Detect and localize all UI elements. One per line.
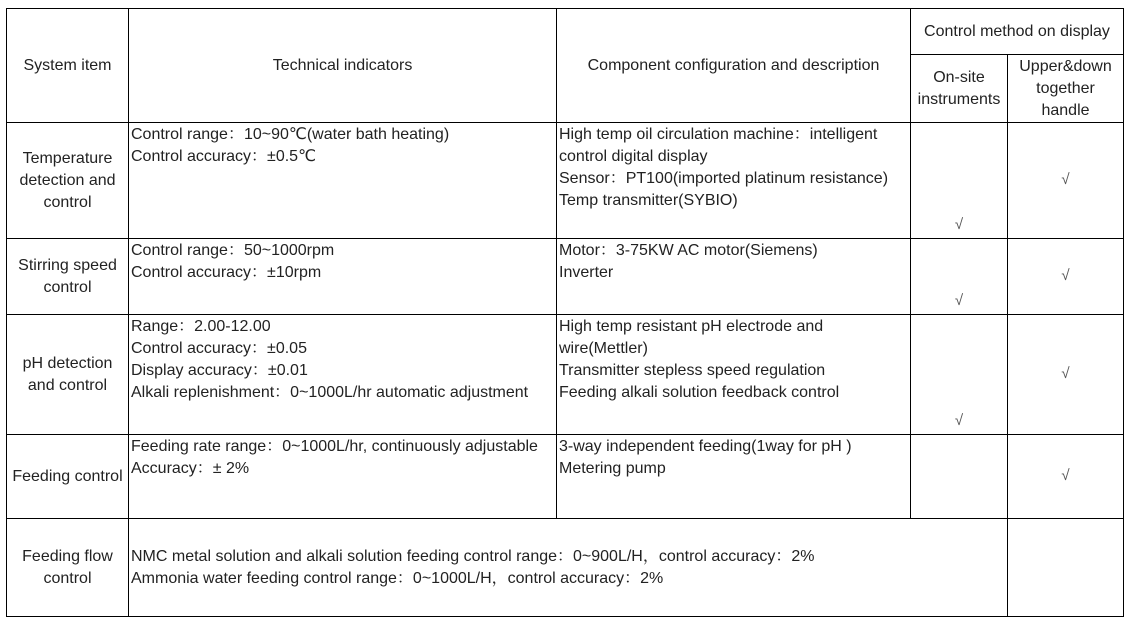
component-line: Motor：3-75KW AC motor(Siemens) bbox=[559, 242, 818, 259]
component-line: 3-way independent feeding(1way for pH ) bbox=[559, 438, 852, 455]
header-technical-indicators: Technical indicators bbox=[129, 9, 557, 123]
row-item: Stirring speed control bbox=[7, 239, 129, 315]
indicator-line: Ammonia water feeding control range：0~1000L/H，control accuracy：2% bbox=[131, 569, 664, 587]
row-item: pH detection and control bbox=[7, 315, 129, 435]
component-line: Feeding alkali solution feedback control bbox=[559, 384, 840, 401]
on-site-cell bbox=[911, 315, 1008, 435]
table-row bbox=[7, 239, 1124, 315]
component-line: High temp oil circulation machine：intelligent control digital display bbox=[559, 126, 878, 165]
on-site-cell bbox=[911, 239, 1008, 315]
upper-down-cell bbox=[1008, 435, 1124, 519]
indicator-line: Control range：10~90℃(water bath heating) bbox=[131, 126, 450, 143]
indicator-line: Alkali replenishment：0~1000L/hr automatic adjustment bbox=[131, 384, 529, 401]
indicator-line: Control range：50~1000rpm bbox=[131, 242, 335, 259]
indicator-line: Range：2.00-12.00 bbox=[131, 318, 271, 335]
component-line: Sensor：PT100(imported platinum resistance) bbox=[559, 170, 889, 187]
upper-down-cell bbox=[1008, 315, 1124, 435]
header-row-1 bbox=[7, 9, 1124, 55]
component-line: Inverter bbox=[559, 264, 614, 281]
spec-table-page bbox=[6, 8, 1124, 617]
row-item: Feeding control bbox=[7, 435, 129, 519]
component-line: Transmitter stepless speed regulation bbox=[559, 362, 826, 379]
upper-down-cell bbox=[1008, 239, 1124, 315]
table-row bbox=[7, 519, 1124, 617]
header-system-item: System item bbox=[7, 9, 129, 123]
row-indicators bbox=[129, 315, 557, 435]
indicator-line: Display accuracy：±0.01 bbox=[131, 362, 308, 379]
check-mark-icon: √ bbox=[1061, 364, 1070, 382]
upper-down-cell bbox=[1008, 519, 1124, 617]
table-row bbox=[7, 123, 1124, 239]
check-mark-icon: √ bbox=[954, 292, 964, 309]
row-indicators bbox=[129, 123, 557, 239]
spec-table bbox=[6, 8, 1124, 617]
header-component-config: Component configuration and description bbox=[557, 9, 911, 123]
header-on-site: On-site instruments bbox=[911, 55, 1008, 123]
indicator-line: Control accuracy：±0.05 bbox=[131, 340, 307, 357]
component-line: Metering pump bbox=[559, 460, 666, 477]
indicator-line: NMC metal solution and alkali solution feeding control range：0~900L/H，control accuracy：2% bbox=[131, 547, 815, 565]
check-mark-icon: √ bbox=[954, 412, 964, 429]
check-mark-icon: √ bbox=[1061, 466, 1070, 484]
table-row bbox=[7, 435, 1124, 519]
upper-down-cell bbox=[1008, 123, 1124, 239]
indicator-line: Feeding rate range：0~1000L/hr, continuously adjustable bbox=[131, 438, 538, 455]
on-site-cell bbox=[911, 123, 1008, 239]
row-components bbox=[557, 123, 911, 239]
indicator-line: Accuracy：± 2% bbox=[131, 460, 250, 477]
row-indicators bbox=[129, 239, 557, 315]
row-item: Temperature detection and control bbox=[7, 123, 129, 239]
table-row bbox=[7, 315, 1124, 435]
row-indicators bbox=[129, 435, 557, 519]
header-upper-down: Upper&down together handle bbox=[1008, 55, 1124, 123]
row-components bbox=[557, 435, 911, 519]
indicator-line: Control accuracy：±10rpm bbox=[131, 264, 322, 281]
row-components bbox=[557, 315, 911, 435]
check-mark-icon: √ bbox=[1061, 170, 1070, 188]
row-indicators bbox=[129, 519, 1008, 617]
check-mark-icon: √ bbox=[954, 216, 964, 233]
component-line: Temp transmitter(SYBIO) bbox=[559, 192, 738, 209]
header-control-method: Control method on display bbox=[911, 9, 1124, 55]
row-item: Feeding flow control bbox=[7, 519, 129, 617]
indicator-line: Control accuracy：±0.5℃ bbox=[131, 148, 317, 165]
row-components bbox=[557, 239, 911, 315]
check-mark-icon: √ bbox=[1061, 266, 1070, 284]
component-line: High temp resistant pH electrode and wire(Mettler) bbox=[559, 318, 824, 357]
on-site-cell bbox=[911, 435, 1008, 519]
